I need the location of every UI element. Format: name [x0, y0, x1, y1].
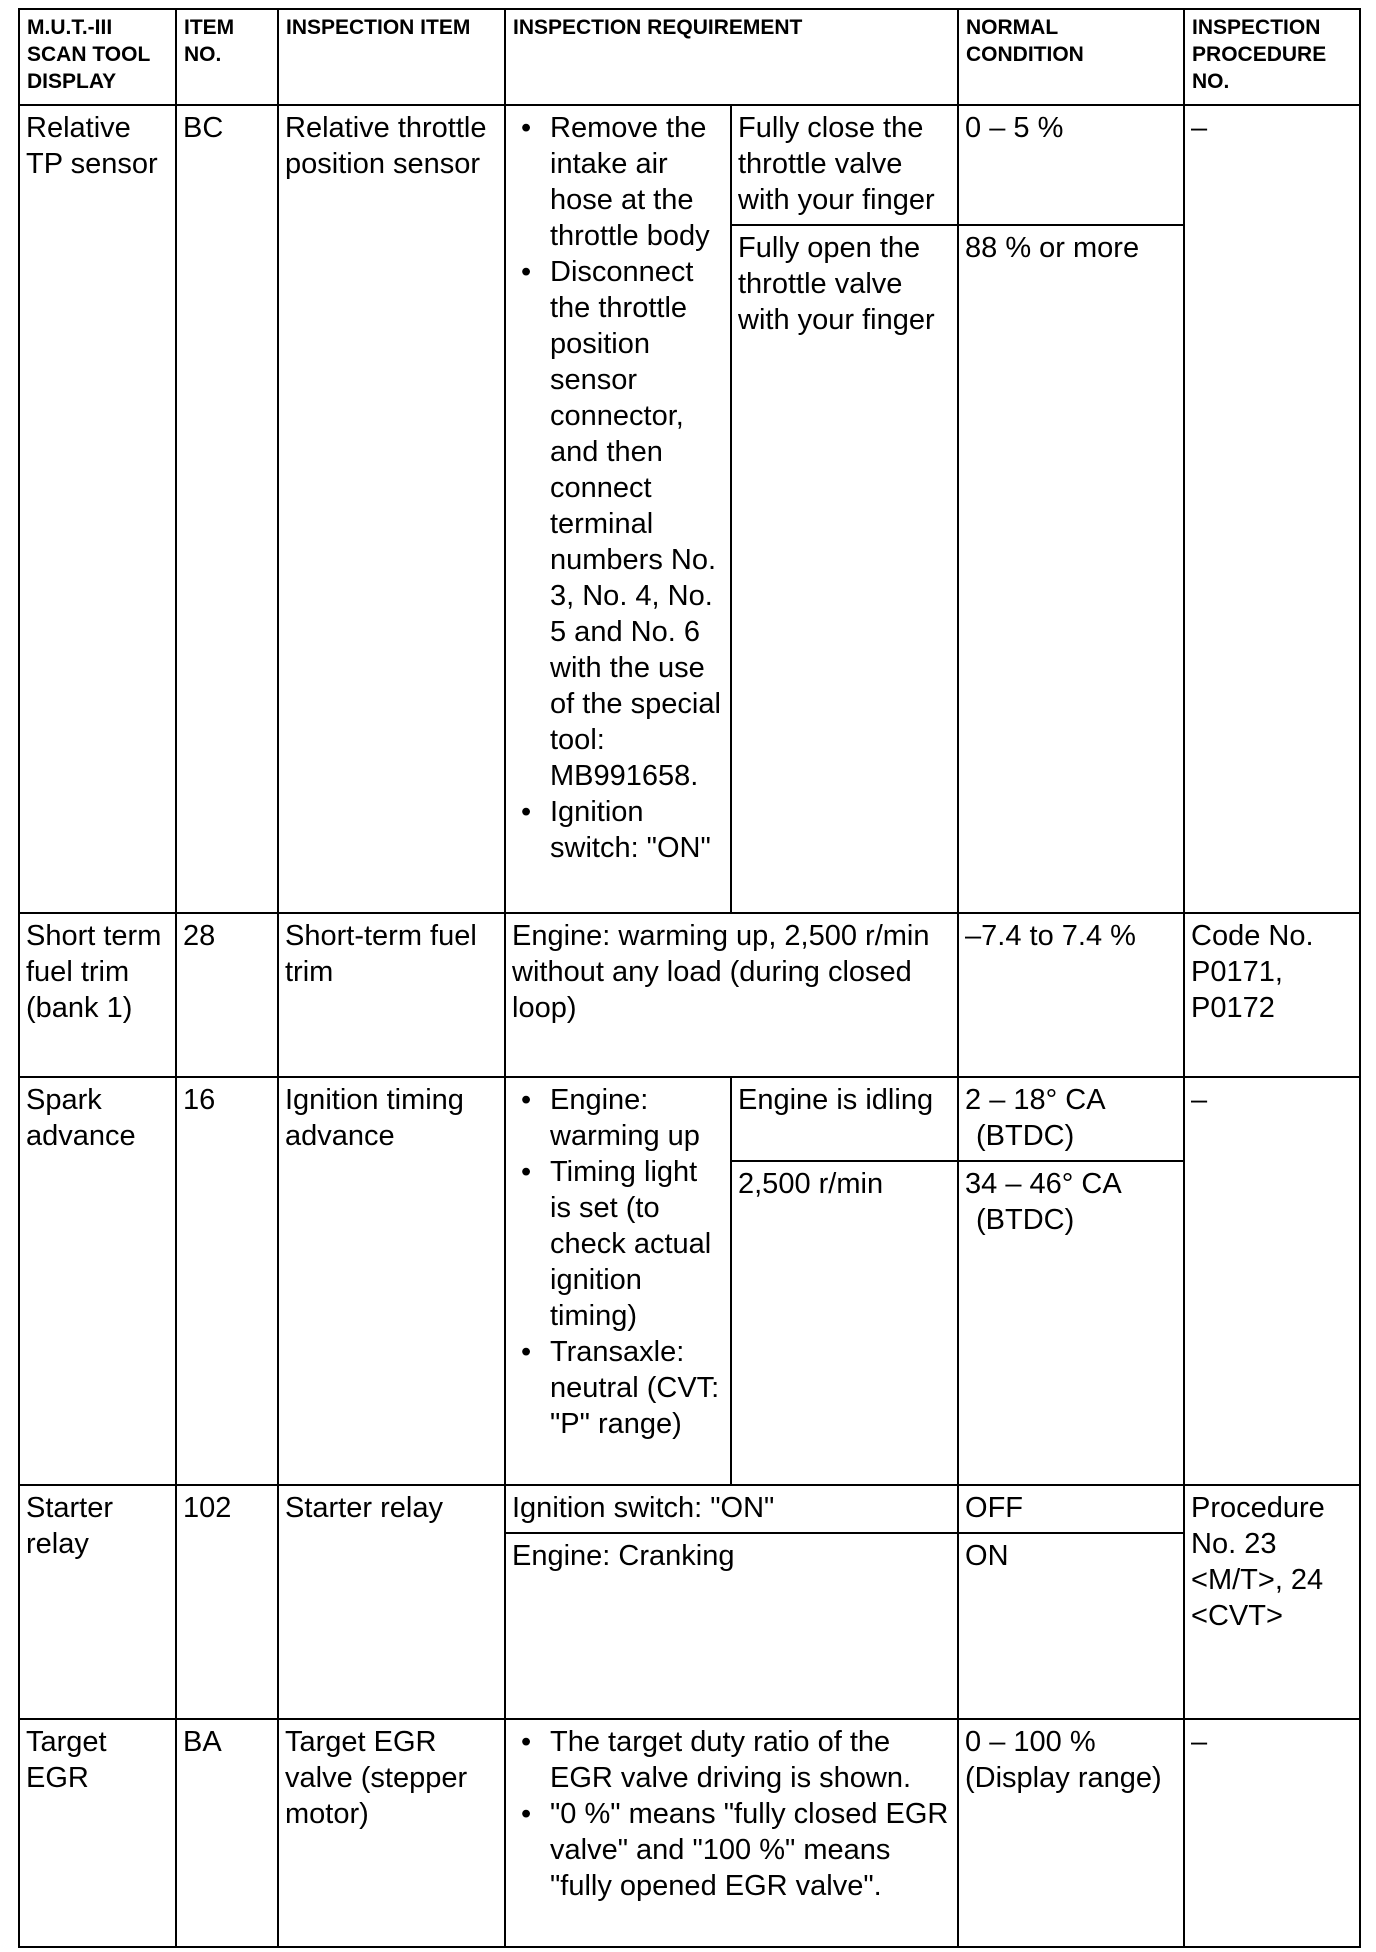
list-item: • Timing light is set (to check actual ignition timing)	[512, 1154, 724, 1334]
display-cell: Short term fuel trim (bank 1)	[19, 913, 176, 1077]
item-no-cell: BC	[176, 105, 278, 913]
procedure-cell: –	[1184, 1077, 1360, 1485]
inspection-item-cell: Ignition timing advance	[278, 1077, 505, 1485]
normal-value-line: 2 – 18° CA	[965, 1084, 1106, 1116]
requirement-cell: Engine: Cranking	[505, 1533, 958, 1719]
display-cell: Spark advance	[19, 1077, 176, 1485]
procedure-cell: Procedure No. 23 <M/T>, 24 <CVT>	[1184, 1485, 1360, 1719]
normal-condition-cell: –7.4 to 7.4 %	[958, 913, 1184, 1077]
normal-value	[959, 1160, 1183, 1242]
requirement-list	[512, 1724, 951, 1904]
list-item: • Disconnect the throttle position sensor connector, and then connect terminal numbers No. 3, No. 4, No. 5 and No. 6 with the use of the special tool: MB991658.	[512, 254, 724, 794]
list-item: • Remove the intake air hose at the throttle body	[512, 110, 724, 254]
condition-open: Fully open the throttle valve with your finger	[732, 224, 957, 342]
header-row	[19, 9, 1360, 105]
header-procedure-no: INSPECTION PROCEDURE NO.	[1184, 9, 1360, 105]
normal-value-line: (BTDC)	[976, 1120, 1075, 1152]
normal-value: 88 % or more	[959, 224, 1183, 270]
requirement-list	[512, 1082, 724, 1442]
normal-value-line: (BTDC)	[976, 1204, 1075, 1236]
item-no-cell: BA	[176, 1719, 278, 1947]
display-cell: Starter relay	[19, 1485, 176, 1719]
requirement-cell	[505, 105, 731, 913]
table-row	[19, 1485, 1360, 1533]
header-inspection-requirement: INSPECTION REQUIREMENT	[505, 9, 958, 105]
display-cell: Target EGR	[19, 1719, 176, 1947]
table-row	[19, 105, 1360, 913]
item-no-cell: 16	[176, 1077, 278, 1485]
list-item: • Engine: warming up	[512, 1082, 724, 1154]
requirement-list	[512, 110, 724, 866]
list-item: • Transaxle: neutral (CVT: "P" range)	[512, 1334, 724, 1442]
table-row	[19, 913, 1360, 1077]
inspection-item-cell: Short-term fuel trim	[278, 913, 505, 1077]
normal-condition-cell	[958, 1077, 1184, 1485]
list-item: • Ignition switch: "ON"	[512, 794, 724, 866]
normal-condition-cell: OFF	[958, 1485, 1184, 1533]
header-item-no: ITEM NO.	[176, 9, 278, 105]
header-inspection-item: INSPECTION ITEM	[278, 9, 505, 105]
requirement-cell	[505, 1077, 731, 1485]
normal-condition-cell: ON	[958, 1533, 1184, 1719]
requirement-cell: Engine: warming up, 2,500 r/min without any load (during closed loop)	[505, 913, 958, 1077]
normal-condition-cell: 0 – 100 % (Display range)	[958, 1719, 1184, 1947]
header-display: M.U.T.-III SCAN TOOL DISPLAY	[19, 9, 176, 105]
condition-idling: Engine is idling	[738, 1084, 934, 1116]
data-list-table	[18, 8, 1361, 1948]
list-item: • "0 %" means "fully closed EGR valve" and "100 %" means "fully opened EGR valve".	[512, 1796, 951, 1904]
procedure-cell: –	[1184, 1719, 1360, 1947]
header-normal-condition: NORMAL CONDITION	[958, 9, 1184, 105]
item-no-cell: 28	[176, 913, 278, 1077]
condition-2500: 2,500 r/min	[732, 1160, 957, 1206]
table-row	[19, 1077, 1360, 1485]
procedure-cell: Code No. P0171, P0172	[1184, 913, 1360, 1077]
inspection-item-cell: Relative throttle position sensor	[278, 105, 505, 913]
requirement-cell	[505, 1719, 958, 1947]
normal-value-line: 34 – 46° CA	[965, 1168, 1122, 1200]
condition-cell	[731, 1077, 958, 1485]
procedure-cell: –	[1184, 105, 1360, 913]
display-cell: Relative TP sensor	[19, 105, 176, 913]
requirement-cell: Ignition switch: "ON"	[505, 1485, 958, 1533]
inspection-item-cell: Target EGR valve (stepper motor)	[278, 1719, 505, 1947]
condition-closed: Fully close the throttle valve with your finger	[738, 112, 935, 216]
list-item: • The target duty ratio of the EGR valve driving is shown.	[512, 1724, 951, 1796]
normal-value: 0 – 5 %	[965, 112, 1064, 144]
item-no-cell: 102	[176, 1485, 278, 1719]
inspection-item-cell: Starter relay	[278, 1485, 505, 1719]
normal-value	[959, 1078, 1183, 1160]
condition-cell	[731, 105, 958, 913]
normal-condition-cell	[958, 105, 1184, 913]
table-row	[19, 1719, 1360, 1947]
